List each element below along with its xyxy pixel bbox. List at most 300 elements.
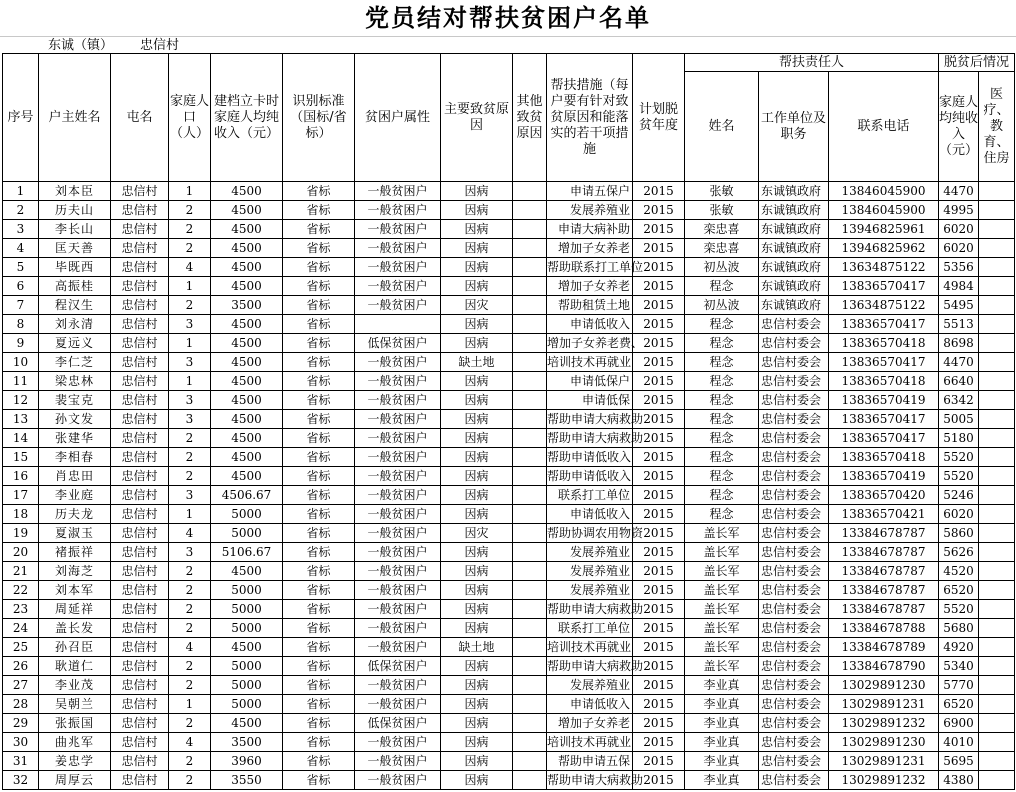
helper-unit-cell: 忠信村委会 [759,410,829,429]
after-services-cell [979,277,1015,296]
helper-name-cell: 程念 [685,467,759,486]
other-cause-cell [513,334,547,353]
measure-cell: 增加子女养老费、 [547,334,633,353]
helper-unit-cell: 忠信村委会 [759,467,829,486]
family-size-cell: 2 [169,771,211,790]
householder-name-cell: 张建华 [39,429,111,448]
helper-phone-cell: 13029891232 [829,714,939,733]
after-services-cell [979,182,1015,201]
main-cause-cell: 因病 [441,467,513,486]
other-cause-cell [513,429,547,448]
household-attribute-cell: 一般贫困户 [355,296,441,315]
tun-name-cell: 忠信村 [111,429,169,448]
after-income-cell: 8698 [939,334,979,353]
header-tun: 屯名 [111,54,169,182]
standard-cell: 省标 [283,657,355,676]
other-cause-cell [513,714,547,733]
other-cause-cell [513,619,547,638]
other-cause-cell [513,771,547,790]
after-income-cell: 5520 [939,448,979,467]
family-size-cell: 2 [169,657,211,676]
plan-year-cell: 2015 [633,429,685,448]
main-cause-cell: 因病 [441,733,513,752]
tun-name-cell: 忠信村 [111,752,169,771]
after-income-cell: 5513 [939,315,979,334]
household-attribute-cell: 一般贫困户 [355,600,441,619]
after-services-cell [979,657,1015,676]
householder-name-cell: 梁忠林 [39,372,111,391]
householder-name-cell: 曲兆军 [39,733,111,752]
row-seq-cell: 2 [3,201,39,220]
household-attribute-cell: 一般贫困户 [355,524,441,543]
tun-name-cell: 忠信村 [111,467,169,486]
other-cause-cell [513,562,547,581]
row-seq-cell: 9 [3,334,39,353]
main-cause-cell: 因病 [441,581,513,600]
main-cause-cell: 因病 [441,771,513,790]
standard-cell: 省标 [283,695,355,714]
tun-name-cell: 忠信村 [111,334,169,353]
after-services-cell [979,581,1015,600]
header-attribute: 贫困户属性 [355,54,441,182]
helper-unit-cell: 忠信村委会 [759,676,829,695]
row-seq-cell: 29 [3,714,39,733]
family-size-cell: 3 [169,391,211,410]
helper-unit-cell: 忠信村委会 [759,391,829,410]
table-row [3,353,1015,372]
row-seq-cell: 3 [3,220,39,239]
table-row [3,714,1015,733]
page-title: 党员结对帮扶贫困户名单 [365,4,651,32]
after-income-cell: 6020 [939,239,979,258]
helper-phone-cell: 13029891230 [829,676,939,695]
plan-year-cell: 2015 [633,752,685,771]
income-at-filing-cell: 4500 [211,714,283,733]
income-at-filing-cell: 4506.67 [211,486,283,505]
tun-name-cell: 忠信村 [111,486,169,505]
householder-name-cell: 高振桂 [39,277,111,296]
standard-cell: 省标 [283,410,355,429]
row-seq-cell: 25 [3,638,39,657]
after-income-cell: 5770 [939,676,979,695]
main-cause-cell: 因病 [441,714,513,733]
household-attribute-cell: 一般贫困户 [355,581,441,600]
helper-unit-cell: 忠信村委会 [759,429,829,448]
household-attribute-cell: 低保贫困户 [355,714,441,733]
householder-name-cell: 刘本臣 [39,182,111,201]
income-at-filing-cell: 5000 [211,676,283,695]
other-cause-cell [513,353,547,372]
plan-year-cell: 2015 [633,410,685,429]
helper-phone-cell: 13384678790 [829,657,939,676]
helper-unit-cell: 忠信村委会 [759,733,829,752]
helper-phone-cell: 13384678787 [829,581,939,600]
income-at-filing-cell: 3960 [211,752,283,771]
plan-year-cell: 2015 [633,638,685,657]
family-size-cell: 2 [169,448,211,467]
other-cause-cell [513,467,547,486]
after-income-cell: 5695 [939,752,979,771]
main-cause-cell: 因病 [441,486,513,505]
main-cause-cell: 因病 [441,505,513,524]
tun-name-cell: 忠信村 [111,220,169,239]
main-cause-cell: 因病 [441,372,513,391]
household-attribute-cell: 一般贫困户 [355,372,441,391]
other-cause-cell [513,372,547,391]
row-seq-cell: 1 [3,182,39,201]
household-attribute-cell: 一般贫困户 [355,258,441,277]
after-services-cell [979,524,1015,543]
householder-name-cell: 周厚云 [39,771,111,790]
after-services-cell [979,733,1015,752]
other-cause-cell [513,448,547,467]
other-cause-cell [513,391,547,410]
measure-cell: 培训技术再就业 [547,733,633,752]
row-seq-cell: 6 [3,277,39,296]
helper-name-cell: 盖长军 [685,638,759,657]
helper-unit-cell: 东诚镇政府 [759,277,829,296]
main-cause-cell: 缺土地 [441,638,513,657]
measure-cell: 帮助申请五保 [547,752,633,771]
other-cause-cell [513,505,547,524]
plan-year-cell: 2015 [633,619,685,638]
helper-phone-cell: 13384678787 [829,562,939,581]
tun-name-cell: 忠信村 [111,391,169,410]
table-row [3,334,1015,353]
measure-cell: 联系打工单位 [547,486,633,505]
main-cause-cell: 因病 [441,220,513,239]
table-row [3,296,1015,315]
table-row [3,467,1015,486]
family-size-cell: 2 [169,562,211,581]
householder-name-cell: 历夫山 [39,201,111,220]
plan-year-cell: 2015 [633,543,685,562]
standard-cell: 省标 [283,429,355,448]
helper-phone-cell: 13384678788 [829,619,939,638]
row-seq-cell: 10 [3,353,39,372]
standard-cell: 省标 [283,714,355,733]
main-cause-cell: 因病 [441,752,513,771]
plan-year-cell: 2015 [633,258,685,277]
helper-name-cell: 张敏 [685,182,759,201]
after-income-cell: 5680 [939,619,979,638]
after-services-cell [979,334,1015,353]
table-row [3,543,1015,562]
standard-cell: 省标 [283,220,355,239]
income-at-filing-cell: 4500 [211,353,283,372]
income-at-filing-cell: 4500 [211,372,283,391]
measure-cell: 申请低收入 [547,505,633,524]
family-size-cell: 2 [169,581,211,600]
householder-name-cell: 程汉生 [39,296,111,315]
measure-cell: 帮助租赁土地 [547,296,633,315]
header-main-cause: 主要致贫原因 [441,54,513,182]
tun-name-cell: 忠信村 [111,372,169,391]
table-row [3,315,1015,334]
tun-name-cell: 忠信村 [111,600,169,619]
householder-name-cell: 耿道仁 [39,657,111,676]
family-size-cell: 3 [169,353,211,372]
helper-phone-cell: 13836570421 [829,505,939,524]
plan-year-cell: 2015 [633,448,685,467]
helper-name-cell: 程念 [685,505,759,524]
householder-name-cell: 孙召臣 [39,638,111,657]
after-services-cell [979,714,1015,733]
main-cause-cell: 因灾 [441,296,513,315]
row-seq-cell: 23 [3,600,39,619]
row-seq-cell: 12 [3,391,39,410]
other-cause-cell [513,315,547,334]
income-at-filing-cell: 4500 [211,410,283,429]
plan-year-cell: 2015 [633,334,685,353]
household-attribute-cell [355,315,441,334]
measure-cell: 申请低收入 [547,695,633,714]
after-services-cell [979,638,1015,657]
measure-cell: 增加子女养老 [547,239,633,258]
after-services-cell [979,448,1015,467]
helper-phone-cell: 13029891232 [829,771,939,790]
header-standard: 识别标准（国标/省标） [283,54,355,182]
helper-phone-cell: 13384678787 [829,524,939,543]
table-row [3,657,1015,676]
helper-unit-cell: 忠信村委会 [759,315,829,334]
household-attribute-cell: 一般贫困户 [355,410,441,429]
header-helper-phone: 联系电话 [829,72,939,182]
plan-year-cell: 2015 [633,201,685,220]
helper-unit-cell: 忠信村委会 [759,638,829,657]
family-size-cell: 1 [169,372,211,391]
measure-cell: 申请低保户 [547,372,633,391]
helper-unit-cell: 忠信村委会 [759,562,829,581]
helper-name-cell: 初丛波 [685,258,759,277]
other-cause-cell [513,220,547,239]
row-seq-cell: 27 [3,676,39,695]
helper-unit-cell: 忠信村委会 [759,600,829,619]
other-cause-cell [513,676,547,695]
measure-cell: 申请低收入 [547,315,633,334]
town-label: 东诚（镇） [48,38,114,53]
measure-cell: 帮助联系打工单位 [547,258,633,277]
after-income-cell: 5520 [939,600,979,619]
household-attribute-cell: 一般贫困户 [355,182,441,201]
household-attribute-cell: 低保贫困户 [355,657,441,676]
main-cause-cell: 因病 [441,315,513,334]
standard-cell: 省标 [283,239,355,258]
helper-name-cell: 李业真 [685,676,759,695]
tun-name-cell: 忠信村 [111,638,169,657]
after-services-cell [979,543,1015,562]
row-seq-cell: 30 [3,733,39,752]
table-row [3,619,1015,638]
helper-name-cell: 程念 [685,277,759,296]
table-row [3,771,1015,790]
family-size-cell: 2 [169,752,211,771]
tun-name-cell: 忠信村 [111,448,169,467]
income-at-filing-cell: 5106.67 [211,543,283,562]
tun-name-cell: 忠信村 [111,353,169,372]
standard-cell: 省标 [283,638,355,657]
helper-name-cell: 盖长军 [685,657,759,676]
helper-unit-cell: 东诚镇政府 [759,258,829,277]
header-plan-year: 计划脱贫年度 [633,54,685,182]
helper-name-cell: 李业真 [685,695,759,714]
tun-name-cell: 忠信村 [111,239,169,258]
helper-name-cell: 程念 [685,391,759,410]
after-services-cell [979,315,1015,334]
family-size-cell: 2 [169,201,211,220]
after-services-cell [979,676,1015,695]
header-family-size: 家庭人口（人） [169,54,211,182]
standard-cell: 省标 [283,505,355,524]
header-after-group: 脱贫后情况 [939,54,1015,72]
household-attribute-cell: 一般贫困户 [355,277,441,296]
helper-unit-cell: 忠信村委会 [759,486,829,505]
income-at-filing-cell: 4500 [211,220,283,239]
helper-name-cell: 栾忠喜 [685,220,759,239]
after-income-cell: 4995 [939,201,979,220]
row-seq-cell: 22 [3,581,39,600]
row-seq-cell: 19 [3,524,39,543]
tun-name-cell: 忠信村 [111,771,169,790]
helper-unit-cell: 忠信村委会 [759,714,829,733]
plan-year-cell: 2015 [633,524,685,543]
income-at-filing-cell: 4500 [211,391,283,410]
helper-name-cell: 程念 [685,372,759,391]
helper-phone-cell: 13946825962 [829,239,939,258]
row-seq-cell: 26 [3,657,39,676]
other-cause-cell [513,486,547,505]
income-at-filing-cell: 5000 [211,505,283,524]
after-services-cell [979,258,1015,277]
helper-unit-cell: 忠信村委会 [759,771,829,790]
main-cause-cell: 因病 [441,619,513,638]
measure-cell: 帮助申请低收入 [547,467,633,486]
standard-cell: 省标 [283,676,355,695]
after-income-cell: 6520 [939,695,979,714]
household-attribute-cell: 一般贫困户 [355,562,441,581]
income-at-filing-cell: 4500 [211,334,283,353]
helper-phone-cell: 13836570419 [829,467,939,486]
location-line [0,36,1016,54]
measure-cell: 联系打工单位 [547,619,633,638]
plan-year-cell: 2015 [633,581,685,600]
measure-cell: 培训技术再就业 [547,638,633,657]
after-services-cell [979,220,1015,239]
household-attribute-cell: 一般贫困户 [355,695,441,714]
village-label: 忠信村 [140,38,180,53]
other-cause-cell [513,410,547,429]
household-attribute-cell: 一般贫困户 [355,543,441,562]
family-size-cell: 1 [169,334,211,353]
income-at-filing-cell: 5000 [211,657,283,676]
table-row [3,562,1015,581]
family-size-cell: 3 [169,543,211,562]
plan-year-cell: 2015 [633,220,685,239]
table-row [3,600,1015,619]
family-size-cell: 1 [169,695,211,714]
household-attribute-cell: 一般贫困户 [355,619,441,638]
family-size-cell: 1 [169,277,211,296]
householder-name-cell: 刘永清 [39,315,111,334]
row-seq-cell: 14 [3,429,39,448]
after-services-cell [979,600,1015,619]
header-helper-unit: 工作单位及职务 [759,72,829,182]
plan-year-cell: 2015 [633,695,685,714]
poverty-household-table [2,53,1015,790]
plan-year-cell: 2015 [633,562,685,581]
other-cause-cell [513,657,547,676]
other-cause-cell [513,581,547,600]
after-income-cell: 5495 [939,296,979,315]
household-attribute-cell: 一般贫困户 [355,486,441,505]
plan-year-cell: 2015 [633,505,685,524]
header-after-services: 医疗、教育、住房 [979,72,1015,182]
standard-cell: 省标 [283,296,355,315]
table-row [3,391,1015,410]
tun-name-cell: 忠信村 [111,543,169,562]
after-income-cell: 5180 [939,429,979,448]
other-cause-cell [513,239,547,258]
household-attribute-cell: 一般贫困户 [355,429,441,448]
standard-cell: 省标 [283,562,355,581]
standard-cell: 省标 [283,543,355,562]
standard-cell: 省标 [283,315,355,334]
header-helper-name: 姓名 [685,72,759,182]
row-seq-cell: 16 [3,467,39,486]
household-attribute-cell: 一般贫困户 [355,201,441,220]
helper-phone-cell: 13836570420 [829,486,939,505]
householder-name-cell: 李仁芝 [39,353,111,372]
other-cause-cell [513,201,547,220]
measure-cell: 帮助申请大病救助 [547,410,633,429]
standard-cell: 省标 [283,201,355,220]
row-seq-cell: 11 [3,372,39,391]
other-cause-cell [513,752,547,771]
income-at-filing-cell: 4500 [211,182,283,201]
main-cause-cell: 缺土地 [441,353,513,372]
plan-year-cell: 2015 [633,277,685,296]
measure-cell: 增加子女养老 [547,714,633,733]
table-row [3,486,1015,505]
main-cause-cell: 因病 [441,239,513,258]
tun-name-cell: 忠信村 [111,296,169,315]
helper-phone-cell: 13836570417 [829,277,939,296]
plan-year-cell: 2015 [633,353,685,372]
income-at-filing-cell: 5000 [211,695,283,714]
main-cause-cell: 因灾 [441,524,513,543]
income-at-filing-cell: 4500 [211,638,283,657]
helper-name-cell: 初丛波 [685,296,759,315]
row-seq-cell: 4 [3,239,39,258]
plan-year-cell: 2015 [633,486,685,505]
helper-unit-cell: 东诚镇政府 [759,296,829,315]
helper-unit-cell: 忠信村委会 [759,581,829,600]
table-row [3,372,1015,391]
household-attribute-cell: 一般贫困户 [355,733,441,752]
measure-cell: 发展养殖业 [547,581,633,600]
householder-name-cell: 姜忠学 [39,752,111,771]
helper-name-cell: 盖长军 [685,600,759,619]
helper-phone-cell: 13029891231 [829,695,939,714]
table-row [3,429,1015,448]
after-income-cell: 6520 [939,581,979,600]
standard-cell: 省标 [283,448,355,467]
householder-name-cell: 夏远义 [39,334,111,353]
main-cause-cell: 因病 [441,600,513,619]
measure-cell: 发展养殖业 [547,676,633,695]
after-income-cell: 5246 [939,486,979,505]
helper-name-cell: 李业真 [685,771,759,790]
